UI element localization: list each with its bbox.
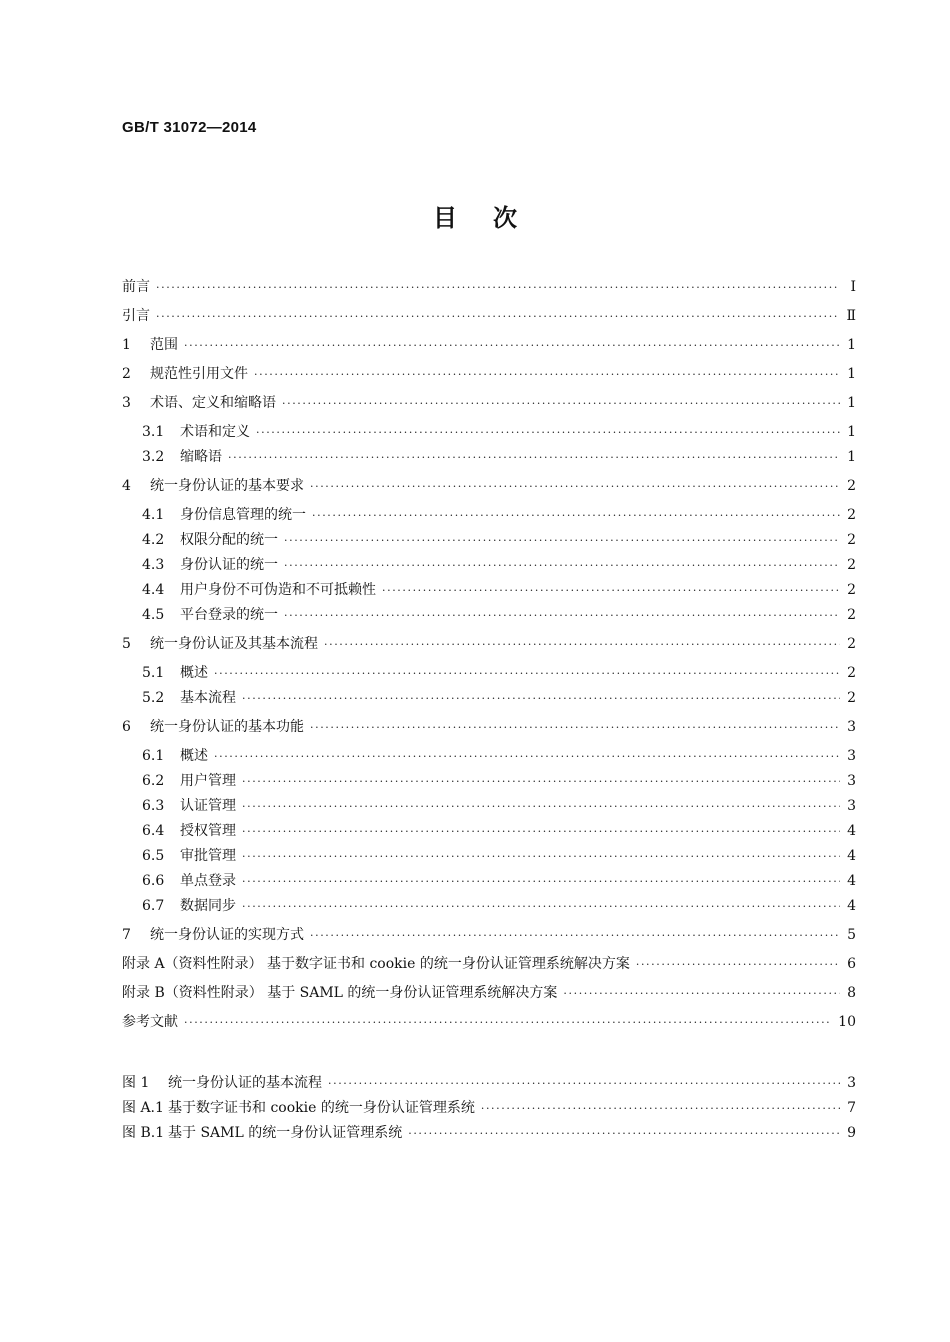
figure-entry[interactable]	[122, 1097, 856, 1119]
toc-entry-number: 2	[122, 366, 131, 382]
dot-leader	[636, 954, 840, 976]
dot-leader	[156, 306, 840, 328]
toc-entry-page: 4	[847, 898, 856, 914]
dot-leader	[242, 871, 840, 893]
toc-entry-label: 概述	[180, 665, 208, 681]
toc-entry-page: 2	[847, 690, 856, 706]
toc-entry-page: 10	[838, 1014, 856, 1030]
toc-entry-page: 2	[847, 607, 856, 623]
toc-entry-number: 1	[122, 337, 131, 353]
toc-entry-label: 权限分配的统一	[180, 532, 278, 548]
toc-entry[interactable]	[122, 604, 856, 626]
toc-entry-number: 4.3	[142, 557, 165, 573]
toc-entry-label: 统一身份认证的基本功能	[150, 719, 304, 735]
toc-entry-page: 5	[847, 927, 856, 943]
toc-entry[interactable]	[122, 529, 856, 551]
toc-entry-label: 平台登录的统一	[180, 607, 278, 623]
toc-entry[interactable]	[122, 475, 856, 497]
toc-entry-label: 身份信息管理的统一	[180, 507, 306, 523]
standard-code: GB/T 31072—2014	[122, 119, 257, 136]
toc-entry[interactable]	[122, 982, 856, 1004]
toc-entry[interactable]	[122, 795, 856, 817]
toc-entry-number: 4	[122, 478, 131, 494]
toc-entry-label: 规范性引用文件	[150, 366, 248, 382]
toc-entry-label: 统一身份认证及其基本流程	[150, 636, 318, 652]
figure-entry[interactable]	[122, 1122, 856, 1144]
toc-entry[interactable]	[122, 579, 856, 601]
dot-leader	[324, 634, 840, 656]
toc-entry-page: 1	[847, 366, 856, 382]
dot-leader	[214, 663, 840, 685]
dot-leader	[282, 393, 840, 415]
toc-entry[interactable]	[122, 870, 856, 892]
toc-entry-label: 附录 B（资料性附录） 基于 SAML 的统一身份认证管理系统解决方案	[122, 985, 558, 1001]
toc-entry[interactable]	[122, 716, 856, 738]
toc-entry[interactable]	[122, 820, 856, 842]
dot-leader	[184, 335, 840, 357]
toc-entry-number: 6.2	[142, 773, 165, 789]
toc-entry-page: 3	[847, 773, 856, 789]
toc-entry-page: 1	[847, 449, 856, 465]
toc-entry-page: 2	[847, 532, 856, 548]
toc-entry-label: 引言	[122, 308, 150, 324]
toc-entry[interactable]	[122, 953, 856, 975]
toc-entry[interactable]	[122, 924, 856, 946]
figure-entry-page: 7	[847, 1100, 856, 1116]
dot-leader	[242, 821, 840, 843]
toc-entry-number: 6.4	[142, 823, 165, 839]
toc-entry-page: Ⅰ	[850, 279, 856, 295]
toc-entry-number: 3.2	[142, 449, 165, 465]
dot-leader	[214, 746, 840, 768]
toc-entry-number: 4.2	[142, 532, 165, 548]
toc-entry-page: 3	[847, 719, 856, 735]
toc-entry[interactable]	[122, 504, 856, 526]
toc-entry-label: 用户管理	[180, 773, 236, 789]
dot-leader	[481, 1098, 840, 1120]
toc-entry-label: 身份认证的统一	[180, 557, 278, 573]
toc-entry-label: 数据同步	[180, 898, 236, 914]
dot-leader	[310, 925, 840, 947]
toc-entry-page: 2	[847, 507, 856, 523]
toc-entry-page: 3	[847, 748, 856, 764]
dot-leader	[284, 530, 840, 552]
page-title: 目次	[433, 204, 553, 232]
toc-entry[interactable]	[122, 770, 856, 792]
dot-leader	[328, 1073, 840, 1095]
figure-entry-label: 基于 SAML 的统一身份认证管理系统	[168, 1125, 403, 1141]
toc-entry[interactable]	[122, 554, 856, 576]
toc-entry[interactable]	[122, 687, 856, 709]
toc-entry-number: 5.2	[142, 690, 165, 706]
toc-entry-label: 审批管理	[180, 848, 236, 864]
dot-leader	[156, 277, 840, 299]
toc-entry[interactable]	[122, 662, 856, 684]
toc-entry-label: 用户身份不可伪造和不可抵赖性	[180, 582, 376, 598]
toc-entry-number: 6	[122, 719, 131, 735]
dot-leader	[310, 476, 840, 498]
toc-entry[interactable]	[122, 305, 856, 327]
dot-leader	[382, 580, 840, 602]
toc-entry-label: 范围	[150, 337, 178, 353]
toc-entry-label: 参考文献	[122, 1014, 178, 1030]
dot-leader	[254, 364, 840, 386]
toc-entry-page: 1	[847, 395, 856, 411]
toc-entry[interactable]	[122, 845, 856, 867]
dot-leader	[408, 1123, 840, 1145]
toc-entry-number: 6.6	[142, 873, 165, 889]
toc-entry-page: 2	[847, 665, 856, 681]
figure-entry-label: 基于数字证书和 cookie 的统一身份认证管理系统	[168, 1100, 475, 1116]
toc-entry-number: 5	[122, 636, 131, 652]
toc-entry-page: 4	[847, 848, 856, 864]
toc-entry-number: 4.4	[142, 582, 165, 598]
toc-entry-number: 6.5	[142, 848, 165, 864]
toc-entry-number: 4.1	[142, 507, 165, 523]
toc-entry-number: 6.7	[142, 898, 165, 914]
dot-leader	[242, 796, 840, 818]
toc-entry[interactable]	[122, 392, 856, 414]
dot-leader	[312, 505, 840, 527]
toc-entry-label: 前言	[122, 279, 150, 295]
toc-entry-number: 4.5	[142, 607, 165, 623]
dot-leader	[310, 717, 840, 739]
toc-entry-label: 概述	[180, 748, 208, 764]
toc-entry[interactable]	[122, 633, 856, 655]
figure-entry-number: 图 B.1	[122, 1125, 165, 1141]
toc-entry-number: 6.1	[142, 748, 165, 764]
toc-entry[interactable]	[122, 276, 856, 298]
dot-leader	[242, 846, 840, 868]
toc-entry-page: 2	[847, 636, 856, 652]
dot-leader	[563, 983, 840, 1005]
toc-entry-label: 术语和定义	[180, 424, 250, 440]
dot-leader	[184, 1012, 832, 1034]
figure-entry-number: 图 A.1	[122, 1100, 164, 1116]
dot-leader	[242, 688, 840, 710]
toc-entry-page: 3	[847, 798, 856, 814]
toc-entry-number: 7	[122, 927, 131, 943]
toc-entry-page: 4	[847, 823, 856, 839]
toc-entry-page: Ⅱ	[846, 308, 856, 324]
dot-leader	[242, 771, 840, 793]
dot-leader	[284, 605, 840, 627]
toc-entry-page: 4	[847, 873, 856, 889]
toc-entry-label: 统一身份认证的基本要求	[150, 478, 304, 494]
toc-entry-page: 8	[847, 985, 856, 1001]
toc-entry-number: 6.3	[142, 798, 165, 814]
toc-entry-page: 6	[847, 956, 856, 972]
toc-entry-label: 单点登录	[180, 873, 236, 889]
toc-entry[interactable]	[122, 334, 856, 356]
toc-entry-page: 2	[847, 557, 856, 573]
toc-entry-number: 3.1	[142, 424, 165, 440]
toc-entry-page: 2	[847, 582, 856, 598]
figure-entry-number: 图 1	[122, 1075, 150, 1091]
toc-entry[interactable]	[122, 895, 856, 917]
toc-entry-label: 术语、定义和缩略语	[150, 395, 276, 411]
figure-entry-page: 3	[847, 1075, 856, 1091]
toc-entry-page: 1	[847, 424, 856, 440]
figure-entry-page: 9	[847, 1125, 856, 1141]
toc-entry-page: 1	[847, 337, 856, 353]
toc-entry-number: 3	[122, 395, 131, 411]
toc-entry-label: 基本流程	[180, 690, 236, 706]
toc-entry-label: 统一身份认证的实现方式	[150, 927, 304, 943]
toc-entry[interactable]	[122, 446, 856, 468]
dot-leader	[242, 896, 840, 918]
toc-entry-number: 5.1	[142, 665, 165, 681]
toc-entry[interactable]	[122, 421, 856, 443]
toc-entry-label: 附录 A（资料性附录） 基于数字证书和 cookie 的统一身份认证管理系统解决方案	[122, 956, 630, 972]
dot-leader	[228, 447, 840, 469]
dot-leader	[284, 555, 840, 577]
toc-entry[interactable]	[122, 745, 856, 767]
dot-leader	[256, 422, 840, 444]
figure-entry[interactable]	[122, 1072, 856, 1094]
toc-entry-label: 缩略语	[180, 449, 222, 465]
toc-entry[interactable]	[122, 1011, 856, 1033]
toc-entry[interactable]	[122, 363, 856, 385]
toc-entry-label: 授权管理	[180, 823, 236, 839]
toc-entry-label: 认证管理	[180, 798, 236, 814]
toc-entry-page: 2	[847, 478, 856, 494]
figure-entry-label: 统一身份认证的基本流程	[168, 1075, 322, 1091]
